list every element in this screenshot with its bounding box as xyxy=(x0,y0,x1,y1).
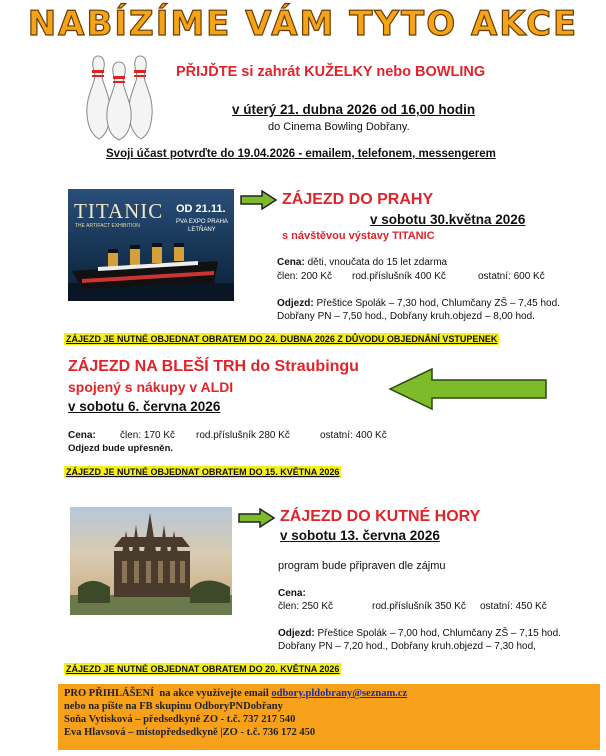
kutna-hora-photo xyxy=(70,507,232,615)
kutna-price-member: člen: 250 Kč xyxy=(278,601,334,612)
kutna-date: v sobotu 13. června 2026 xyxy=(280,528,440,543)
praha-price-other: ostatní: 600 Kč xyxy=(478,271,545,282)
price-label: Cena: xyxy=(277,257,305,268)
contact-line2: nebo na píšte na FB skupinu OdboryPNDobřany xyxy=(64,701,283,712)
contact-line3: Soňa Vytisková – předsedkyně ZO - t.č. 737 217 540 xyxy=(64,714,296,725)
contact-box xyxy=(58,684,600,750)
bowling-headline: PŘIJĎTE si zahrát KUŽELKY nebo BOWLING xyxy=(176,64,486,80)
poster-place: LETŇANY xyxy=(188,227,216,233)
straubing-subtitle: spojený s nákupy v ALDI xyxy=(68,379,234,395)
contact-email-link[interactable]: odbory.pldobrany@seznam.cz xyxy=(271,688,408,699)
straubing-date: v sobotu 6. června 2026 xyxy=(68,399,221,414)
titanic-poster xyxy=(68,189,234,301)
straubing-price-other: ostatní: 400 Kč xyxy=(320,430,387,441)
straubing-notice-text: ZÁJEZD JE NUTNÉ OBJEDNAT OBRATEM DO 15. KVĚTNA 2026 xyxy=(66,467,340,477)
poster-title: TITANIC xyxy=(74,199,164,223)
kutna-price-other: ostatní: 450 Kč xyxy=(480,601,547,612)
contact-text: na akce využívejte email xyxy=(159,688,269,699)
kutna-title: ZÁJEZD DO KUTNÉ HORY xyxy=(280,508,481,525)
praha-extra: s návštěvou výstavy TITANIC xyxy=(282,230,435,242)
praha-notice xyxy=(64,329,499,347)
departure-label: Odjezd: xyxy=(277,298,314,309)
bowling-date: v úterý 21. dubna 2026 od 16,00 hodin xyxy=(232,102,476,117)
bowling-pins-icon xyxy=(84,52,156,144)
ship-illustration xyxy=(68,231,234,301)
page-title: NABÍZÍME VÁM TYTO AKCE xyxy=(27,4,579,44)
poster-venue: PVA EXPO PRAHA xyxy=(176,219,228,225)
straubing-price-member: člen: 170 Kč xyxy=(120,430,176,441)
kutna-program: program bude připraven dle zájmu xyxy=(278,560,446,572)
straubing-price-label: Cena: xyxy=(68,430,96,441)
contact-line1 xyxy=(58,684,600,700)
bowling-confirm: Svoji účast potvrďte do 19.04.2026 - emailem, telefonem, messengerem xyxy=(106,148,496,160)
praha-price-relative: rod.příslušník 400 Kč xyxy=(352,271,446,282)
cathedral-illustration xyxy=(70,507,232,615)
praha-notice-text: ZÁJEZD JE NUTNÉ OBJEDNAT OBRATEM DO 24. DUBNA 2026 Z DŮVODU OBJEDNÁNÍ VSTUPENEK xyxy=(66,334,498,344)
departure-text: Přeštice Spolák – 7,30 hod, Chlumčany ZŠ – 7,45 hod. xyxy=(316,298,560,309)
departure-label: Odjezd: xyxy=(278,628,315,639)
praha-title: ZÁJEZD DO PRAHY xyxy=(282,191,434,208)
straubing-departure-note: Odjezd bude upřesněn. xyxy=(68,443,174,454)
arrow-left-icon xyxy=(388,366,550,412)
poster-date: OD 21.11. xyxy=(176,203,226,215)
contact-label: PRO PŘIHLÁŠENÍ xyxy=(64,688,155,699)
contact-line4: Eva Hlavsová – místopředsedkyně |ZO - t.č. 736 172 450 xyxy=(64,727,316,738)
kutna-notice xyxy=(64,659,341,677)
straubing-price-relative: rod.příslušník 280 Kč xyxy=(196,430,290,441)
price-kids: děti, vnoučata do 15 let zdarma xyxy=(307,257,448,268)
bowling-place: do Cinema Bowling Dobřany. xyxy=(268,121,410,133)
kutna-departure-line2: Dobřany PN – 7,20 hod., Dobřany kruh.objezd – 7,30 hod, xyxy=(278,641,536,652)
praha-departure-line2: Dobřany PN – 7,50 hod., Dobřany kruh.objezd – 8,00 hod. xyxy=(277,311,535,322)
praha-departure-line1 xyxy=(277,298,560,309)
praha-date: v sobotu 30.května 2026 xyxy=(370,212,526,227)
departure-text: Přeštice Spolák – 7,00 hod, Chlumčany ZŠ – 7,15 hod. xyxy=(317,628,561,639)
kutna-price-relative: rod.příslušník 350 Kč xyxy=(372,601,466,612)
kutna-departure-line1 xyxy=(278,628,561,639)
straubing-notice xyxy=(64,462,341,480)
arrow-right-icon xyxy=(240,190,278,210)
arrow-right-icon xyxy=(238,508,276,528)
praha-price-member: člen: 200 Kč xyxy=(277,271,333,282)
poster-subtitle: THE ARTIFACT EXHIBITION xyxy=(75,223,140,229)
praha-price-kids-row xyxy=(277,257,447,268)
straubing-title: ZÁJEZD NA BLEŠÍ TRH do Straubingu xyxy=(68,358,359,375)
kutna-notice-text: ZÁJEZD JE NUTNÉ OBJEDNAT OBRATEM DO 20. KVĚTNA 2026 xyxy=(66,664,340,674)
kutna-price-label: Cena: xyxy=(278,588,306,599)
